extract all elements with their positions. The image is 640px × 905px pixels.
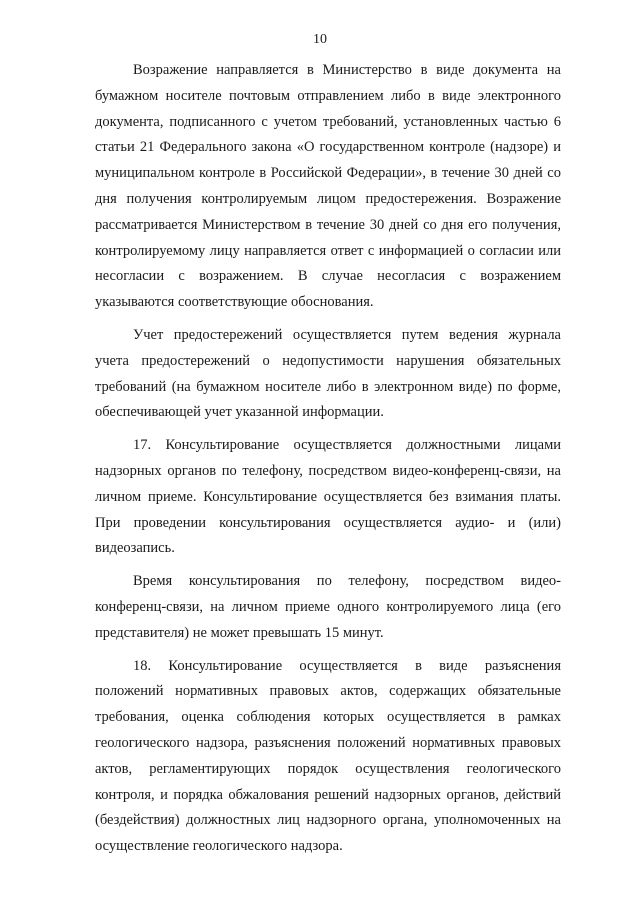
paragraph-consultation-time: Время консультирования по телефону, посредством видео-конференц-связи, на личном приеме одного контролируемого лица (его представителя) не может превышать 15 минут.: [95, 573, 561, 641]
paragraph-objection: Возражение направляется в Министерство в виде документа на бумажном носителе почтовым отправлением либо в виде электронного документа, подписанного с учетом требований, установленных частью 6 статьи 21 Федерального закона «О государственном контроле (надзоре) и муниципальном контроле в Российской Федерации», в течение 30 дней со дня получения контролируемым лицом предостережения. Возражение рассматривается Министерством в течение 30 дней со дня его получения, контролируемому лицу направляется ответ с информацией о согласии или несогласии с возражением. В случае несогласия с возражением указываются соответствующие обоснования.: [95, 62, 561, 311]
document-body: [95, 58, 561, 860]
paragraph-item-17: 17. Консультирование осуществляется должностными лицами надзорных органов по телефону, посредством видео-конференц-связи, на личном приеме. Консультирование осуществляется без взимания платы. При проведении консультирования осуществляется аудио- и (или) видеозапись.: [95, 437, 561, 557]
page-number: 10: [313, 32, 327, 47]
paragraph-warning-registry: Учет предостережений осуществляется путем ведения журнала учета предостережений о недопустимости нарушения обязательных требований (на бумажном носителе либо в электронном виде) по форме, обеспечивающей учет указанной информации.: [95, 326, 561, 421]
paragraph-item-18: 18. Консультирование осуществляется в виде разъяснения положений нормативных правовых актов, содержащих обязательные требования, оценка соблюдения которых осуществляется в рамках геологического надзора, разъяснения положений нормативных правовых актов, регламентирующих порядок осуществления геологического контроля, и порядка обжалования решений надзорных органов, действий (бездействия) должностных лиц надзорного органа, уполномоченных на осуществление геологического надзора.: [95, 657, 561, 855]
